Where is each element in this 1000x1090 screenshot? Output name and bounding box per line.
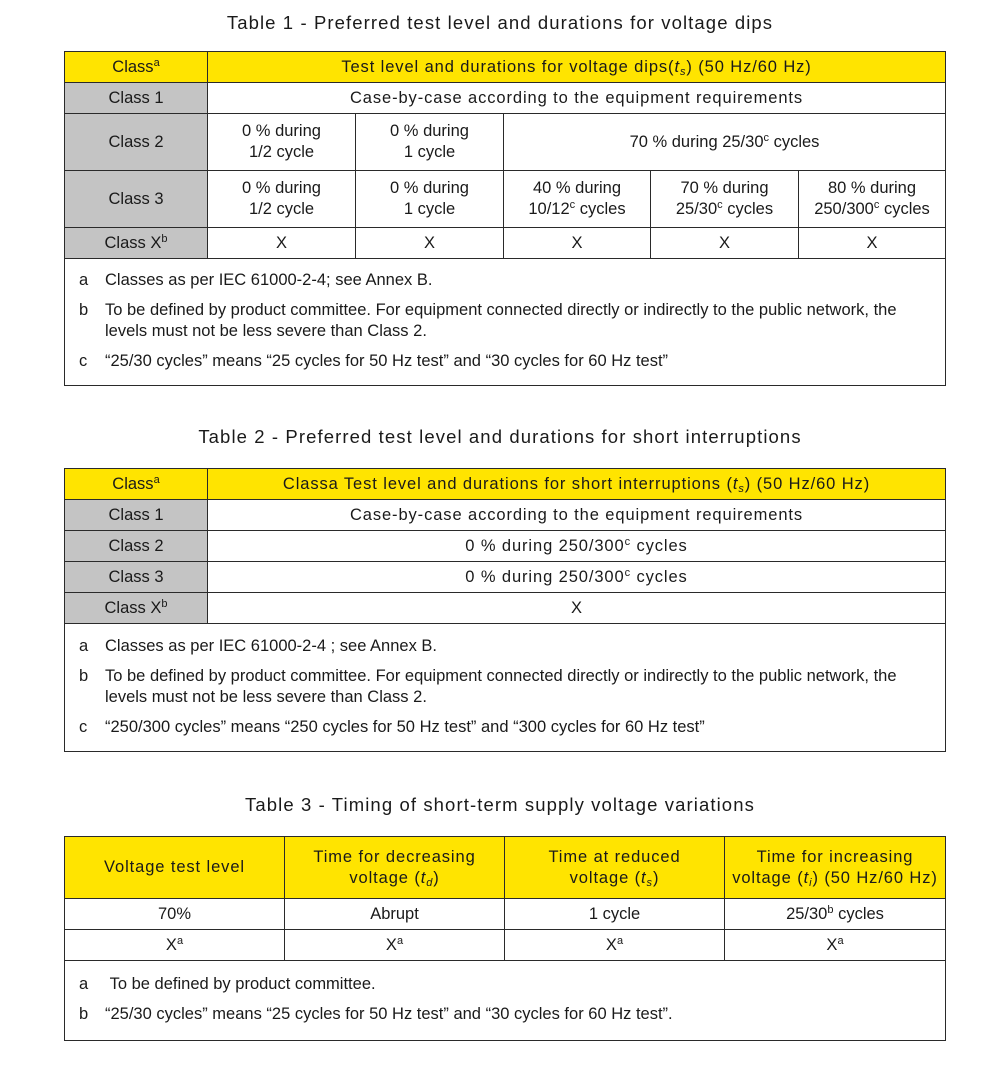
table3-header-decreasing: Time for decreasing voltage $(t_d)$ xyxy=(285,837,505,899)
table1-class3-cell4: 70 % during 25/30$^c$ cycles xyxy=(651,171,799,228)
table1-notes xyxy=(65,259,946,386)
table1-header-test: Test level and durations for voltage $dips(t_s)$ (50 Hz/60 Hz) xyxy=(208,52,946,83)
table1-notes-row xyxy=(65,259,946,386)
table1-class3-cell2: 0 % during 1 cycle xyxy=(356,171,504,228)
table1-row-classx xyxy=(65,228,946,259)
table3-notes-row xyxy=(65,961,946,1041)
table1-row-class1 xyxy=(65,83,946,114)
table1-classx-label: Class $X^b$ xyxy=(65,228,208,259)
table2-class2-label: Class 2 xyxy=(65,531,208,562)
table3-row2-reduced: $X^a$ xyxy=(505,930,725,961)
table3-row1-reduced: 1 cycle xyxy=(505,899,725,930)
table2-class2-value: 0 % during 250/300$^c$ cycles xyxy=(208,531,946,562)
table2-note-b: b To be defined by product committee. For equipment connected directly or indirectly to the public network, the levels must not be less severe than Class 2. xyxy=(79,666,897,706)
table3-header-row xyxy=(65,837,946,899)
table1-row-class2 xyxy=(65,114,946,171)
table1-classx-cell1: X xyxy=(208,228,356,259)
table1-class3-cell1: 0 % during 1/2 cycle xyxy=(208,171,356,228)
table2-notes-row xyxy=(65,624,946,752)
table1-class1-label: Class 1 xyxy=(65,83,208,114)
table3-note-a: a To be defined by product committee. xyxy=(79,975,376,993)
table2-notes xyxy=(65,624,946,752)
table1-class3-cell3: 40 % during 10/12$^c$ cycles xyxy=(504,171,651,228)
table3-header-reduced: Time at reduced voltage $(t_s)$ xyxy=(505,837,725,899)
table1-classx-cell2: X xyxy=(356,228,504,259)
table3-row1-increasing: 25/30$^b$ cycles xyxy=(725,899,946,930)
table1-note-c: c “25/30 cycles” means “25 cycles for 50 Hz test” and “30 cycles for 60 Hz test” xyxy=(79,352,669,370)
table2-header-row xyxy=(65,469,946,500)
table3-notes xyxy=(65,961,946,1041)
table1-note-a: a Classes as per IEC 61000-2-4; see Annex B. xyxy=(79,271,433,289)
table3-title: Table 3 - Timing of short-term supply voltage variations xyxy=(245,794,755,815)
table2-class1-label: Class 1 xyxy=(65,500,208,531)
table3-row2-level: $X^a$ xyxy=(65,930,285,961)
table2-class3-label: Class 3 xyxy=(65,562,208,593)
table1-header-row xyxy=(65,52,946,83)
table2 xyxy=(64,468,946,752)
table2-header-test: Classa Test level and durations for short interruptions $(t_s)$ (50 Hz/60 Hz) xyxy=(208,469,946,500)
table1-class1-value: Case-by-case according to the equipment requirements xyxy=(208,83,946,114)
table2-row-class1 xyxy=(65,500,946,531)
table3-row2-increasing: $X^a$ xyxy=(725,930,946,961)
table1-title: Table 1 - Preferred test level and durations for voltage dips xyxy=(226,12,774,33)
table2-class1-value: Case-by-case according to the equipment requirements xyxy=(208,500,946,531)
table1-classx-cell4: X xyxy=(651,228,799,259)
table1-class3-label: Class 3 xyxy=(65,171,208,228)
table3-header-increasing: Time for increasing voltage $(t_i)$ (50 Hz/60 Hz) xyxy=(725,837,946,899)
table2-header-class: Class$^a$ xyxy=(65,469,208,500)
table1-class3-cell5: 80 % during 250/300$^c$ cycles xyxy=(799,171,946,228)
table1-note-b: b To be defined by product committee. For equipment connected directly or indirectly to the public network, the levels must not be less severe than Class 2. xyxy=(79,301,897,340)
table2-note-c: c “250/300 cycles” means “250 cycles for 50 Hz test” and “300 cycles for 60 Hz test” xyxy=(79,717,705,736)
table2-row-class3 xyxy=(65,562,946,593)
table1-row-class3 xyxy=(65,171,946,228)
table1-classx-cell3: X xyxy=(504,228,651,259)
table2-title: Table 2 - Preferred test level and durations for short interruptions xyxy=(198,426,802,447)
table3-row2-decreasing: $X^a$ xyxy=(285,930,505,961)
table1-class2-cell1: 0 % during 1/2 cycle xyxy=(208,114,356,171)
table2-class3-value: 0 % during 250/300$^c$ cycles xyxy=(208,562,946,593)
table3-row1-decreasing: Abrupt xyxy=(285,899,505,930)
table2-classx-value: X xyxy=(208,593,946,624)
table2-note-a: a Classes as per IEC 61000-2-4 ; see Annex B. xyxy=(79,636,438,655)
table3-header-level: Voltage test level xyxy=(65,837,285,899)
table3-row2 xyxy=(65,930,946,961)
table1-header-class: Class$^a$ xyxy=(65,52,208,83)
table3-row1 xyxy=(65,899,946,930)
table1-classx-cell5: X xyxy=(799,228,946,259)
table2-row-class2 xyxy=(65,531,946,562)
table1 xyxy=(64,51,946,386)
table3-note-b: b “25/30 cycles” means “25 cycles for 50 Hz test” and “30 cycles for 60 Hz test”. xyxy=(79,1005,673,1023)
table3 xyxy=(64,836,946,1041)
table2-row-classx xyxy=(65,593,946,624)
table3-row1-level: 70% xyxy=(65,899,285,930)
table2-classx-label: Class $X^b$ xyxy=(65,593,208,624)
table1-class2-cell3: 70 % during 25/30$^c$ cycles xyxy=(504,114,946,171)
table1-class2-label: Class 2 xyxy=(65,114,208,171)
table1-class2-cell2: 0 % during 1 cycle xyxy=(356,114,504,171)
